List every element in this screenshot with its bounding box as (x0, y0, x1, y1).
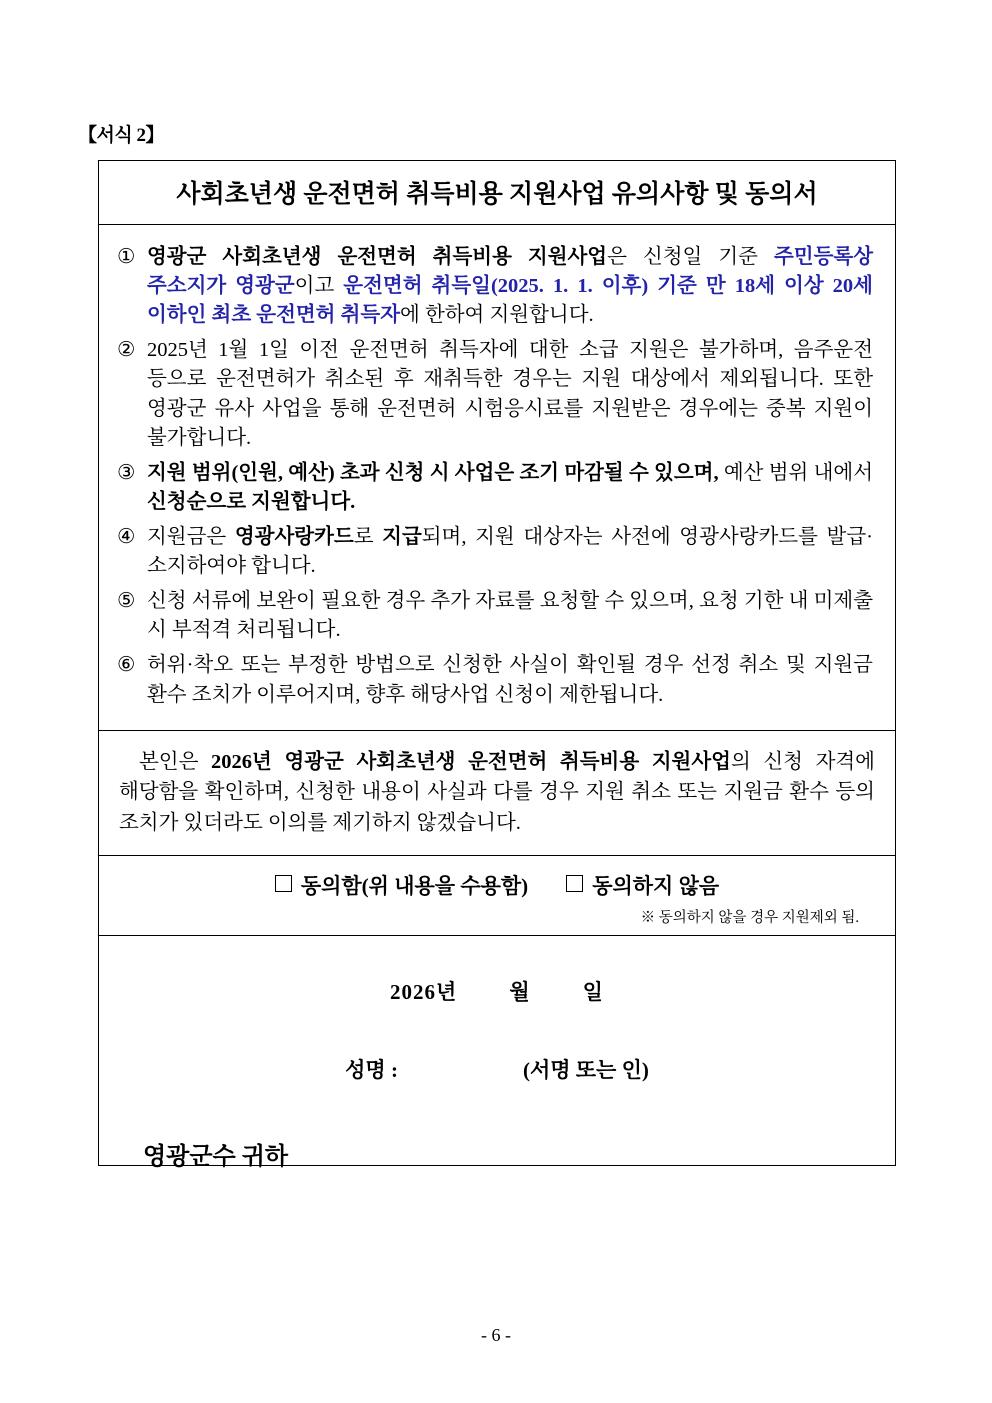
date-day: 일 (582, 979, 604, 1004)
checkbox-icon[interactable] (275, 875, 292, 892)
notice-text: 허위·착오 또는 부정한 방법으로 신청한 사실이 확인될 경우 선정 취소 및 지원금 환수 조치가 이루어지며, 향후 해당사업 신청이 제한됩니다. (147, 654, 873, 706)
signature-hint: (서명 또는 인) (522, 1057, 649, 1082)
notice-item (117, 459, 873, 517)
notice-text: 지원 범위(인원, 예산) 초과 신청 시 사업은 조기 마감될 수 있으며, 예산 범위 내에서 신청순으로 지원합니다. (147, 461, 873, 513)
name-line (121, 1054, 873, 1084)
agree-option[interactable] (275, 870, 528, 900)
agreement-options (121, 870, 873, 900)
notice-number: ④ (117, 525, 136, 548)
form-label: 【서식 2】 (78, 125, 164, 146)
notice-item (117, 587, 873, 645)
notice-number: ⑥ (117, 654, 136, 677)
notice-item (117, 243, 873, 330)
notice-number: ① (117, 246, 136, 268)
agreement-note: ※ 동의하지 않을 경우 지원제외 됨. (640, 909, 859, 926)
consent-statement (98, 731, 896, 856)
notice-text: 신청 서류에 보완이 필요한 경우 추가 자료를 요청할 수 있으며, 요청 기한 내 미제출 시 부적격 처리됩니다. (147, 590, 873, 642)
notice-list (98, 225, 896, 731)
title-box (98, 160, 896, 225)
notice-item (117, 651, 873, 709)
date-year: 2026년 (390, 979, 458, 1004)
checkbox-icon[interactable] (566, 875, 583, 892)
recipient-line: 영광군수 귀하 (143, 1143, 289, 1170)
agreement-box (98, 856, 896, 936)
page-title: 사회초년생 운전면허 취득비용 지원사업 유의사항 및 동의서 (176, 181, 818, 208)
notice-item (117, 336, 873, 452)
notice-number: ⑤ (117, 590, 136, 613)
signature-box (98, 936, 896, 1170)
date-month: 월 (509, 979, 531, 1004)
name-label: 성명 : (345, 1057, 398, 1082)
disagree-label: 동의하지 않음 (592, 873, 720, 898)
notice-number: ② (117, 339, 136, 362)
page-number: - 6 - (481, 1325, 511, 1345)
form-body (98, 160, 896, 1170)
consent-text: 본인은 2026년 영광군 사회초년생 운전면허 취득비용 지원사업의 신청 자격에 해당함을 확인하며, 신청한 내용이 사실과 다를 경우 지원 취소 또는 지원금 환수 등의 조치가 있더라도 이의를 제기하지 않겠습니다. (119, 750, 875, 835)
notice-text: 2025년 1월 1일 이전 운전면허 취득자에 대한 소급 지원은 불가하며, 음주운전 등으로 운전면허가 취소된 후 재취득한 경우는 지원 대상에서 제외됩니다. 또한 영광군 유사 사업을 통해 운전면허 시험응시료를 지원받은 경우에는 중복 지원이 불가합니다. (147, 339, 873, 449)
notice-item (117, 523, 873, 581)
notice-text: 지원금은 영광사랑카드로 지급되며, 지원 대상자는 사전에 영광사랑카드를 발급·소지하여야 합니다. (147, 525, 873, 578)
notice-number: ③ (117, 461, 136, 484)
date-line (121, 976, 873, 1006)
disagree-option[interactable] (566, 870, 719, 900)
agree-label: 동의함(위 내용을 수용함) (300, 873, 529, 898)
notice-text: 영광군 사회초년생 운전면허 취득비용 지원사업은 신청일 기준 주민등록상 주소지가 영광군이고 운전면허 취득일(2025. 1. 1. 이후) 기준 만 18세 이상 20세 이하인 최초 운전면허 취득자에 한하여 지원합니다. (147, 246, 873, 327)
